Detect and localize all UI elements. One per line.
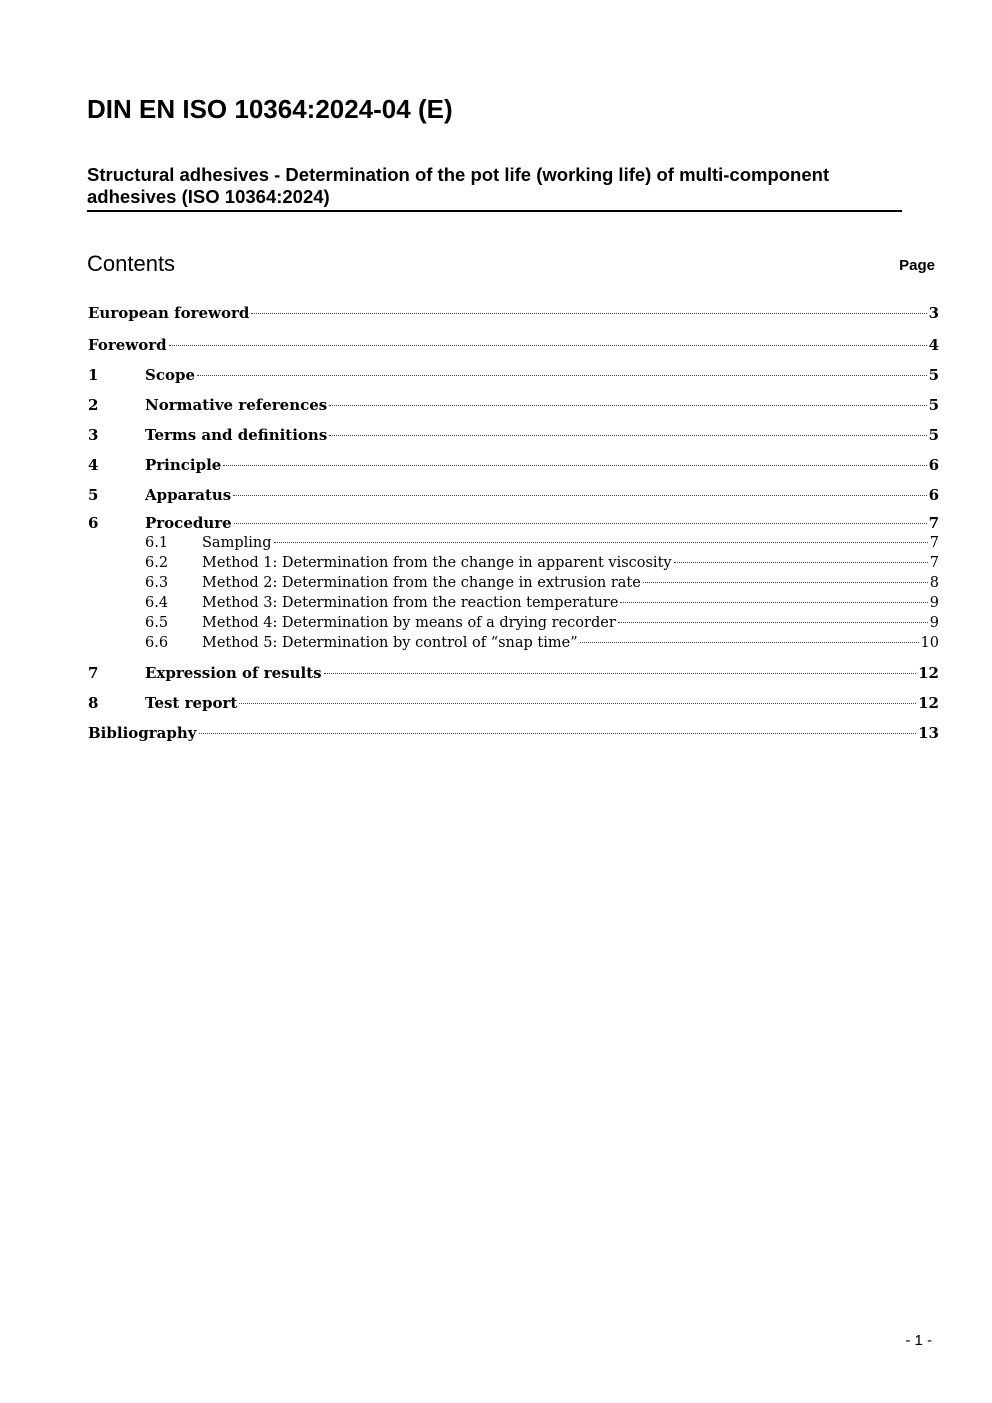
toc-entry-title: Expression of results [145, 664, 322, 682]
toc-entry-page: 9 [929, 595, 939, 611]
toc-entry-bibliography[interactable] [88, 721, 939, 751]
toc-entry-number: 6.1 [145, 535, 169, 551]
toc-entry-page: 5 [928, 426, 939, 444]
toc-entry-method-4[interactable] [88, 613, 939, 633]
toc-entry-page: 6 [928, 486, 939, 504]
toc-leader-dots [223, 465, 926, 466]
table-of-contents [88, 301, 939, 751]
toc-entry-title: Apparatus [145, 486, 232, 504]
toc-entry-number: 8 [88, 694, 99, 712]
toc-entry-method-3[interactable] [88, 593, 939, 613]
toc-entry-normative-references[interactable] [88, 393, 939, 423]
toc-entry-number: 5 [88, 486, 99, 504]
toc-entry-european-foreword[interactable] [88, 301, 939, 333]
toc-leader-dots [239, 703, 916, 704]
toc-entry-number: 6 [88, 514, 99, 532]
toc-entry-page: 12 [918, 694, 939, 712]
toc-entry-method-5[interactable] [88, 633, 939, 661]
toc-entry-title: Scope [145, 366, 196, 384]
toc-entry-page: 4 [928, 336, 939, 354]
toc-entry-number: 2 [88, 396, 99, 414]
toc-entry-page: 10 [920, 635, 939, 651]
toc-entry-title: Test report [145, 694, 238, 712]
toc-entry-page: 9 [929, 615, 939, 631]
toc-entry-title: Method 3: Determination from the reaction temperature [202, 595, 619, 611]
toc-leader-dots [234, 523, 927, 524]
toc-entry-page: 5 [928, 396, 939, 414]
toc-leader-dots [197, 375, 927, 376]
toc-entry-title: Bibliography [88, 724, 197, 742]
toc-entry-page: 7 [929, 535, 939, 551]
toc-leader-dots [618, 622, 928, 623]
toc-entry-title: Principle [145, 456, 222, 474]
toc-entry-number: 6.6 [145, 635, 169, 651]
toc-leader-dots [643, 582, 928, 583]
toc-leader-dots [329, 405, 926, 406]
toc-entry-page: 12 [918, 664, 939, 682]
toc-entry-number: 4 [88, 456, 99, 474]
toc-entry-title: Method 5: Determination by control of “snap time” [202, 635, 578, 651]
toc-entry-page: 5 [928, 366, 939, 384]
toc-entry-number: 6.2 [145, 555, 169, 571]
toc-entry-page: 6 [928, 456, 939, 474]
toc-entry-title: Method 1: Determination from the change in apparent viscosity [202, 555, 672, 571]
toc-entry-title: Procedure [145, 514, 232, 532]
toc-entry-expression-of-results[interactable] [88, 661, 939, 691]
toc-entry-number: 3 [88, 426, 99, 444]
page-column-heading: Page [899, 257, 935, 274]
toc-entry-title: Terms and definitions [145, 426, 328, 444]
toc-entry-scope[interactable] [88, 363, 939, 393]
toc-entry-number: 6.5 [145, 615, 169, 631]
toc-leader-dots [620, 602, 927, 603]
toc-entry-procedure[interactable] [88, 513, 939, 533]
footer-page-number: - 1 - [905, 1332, 932, 1349]
toc-entry-page: 8 [929, 575, 939, 591]
toc-entry-apparatus[interactable] [88, 483, 939, 513]
toc-leader-dots [169, 345, 927, 346]
toc-entry-page: 3 [928, 304, 939, 322]
toc-leader-dots [233, 495, 926, 496]
toc-entry-method-1[interactable] [88, 553, 939, 573]
toc-leader-dots [580, 642, 919, 643]
toc-entry-title: Normative references [145, 396, 328, 414]
toc-entry-test-report[interactable] [88, 691, 939, 721]
toc-entry-terms-and-definitions[interactable] [88, 423, 939, 453]
toc-entry-principle[interactable] [88, 453, 939, 483]
toc-leader-dots [329, 435, 926, 436]
toc-entry-title: Method 4: Determination by means of a drying recorder [202, 615, 616, 631]
toc-leader-dots [274, 542, 928, 543]
toc-entry-foreword[interactable] [88, 333, 939, 363]
contents-heading: Contents [87, 251, 176, 276]
toc-leader-dots [251, 313, 926, 314]
toc-entry-page: 13 [918, 724, 939, 742]
toc-entry-number: 6.4 [145, 595, 169, 611]
toc-entry-sampling[interactable] [88, 533, 939, 553]
toc-entry-page: 7 [928, 514, 939, 532]
toc-entry-title: European foreword [88, 304, 250, 322]
toc-entry-number: 1 [88, 366, 99, 384]
toc-entry-method-2[interactable] [88, 573, 939, 593]
toc-leader-dots [324, 673, 917, 674]
toc-entry-title: Sampling [202, 535, 272, 551]
toc-entry-title: Foreword [88, 336, 167, 354]
document-title: Structural adhesives - Determination of the pot life (working life) of multi-component adhesives (ISO 10364:2024) [87, 164, 902, 212]
toc-entry-number: 6.3 [145, 575, 169, 591]
toc-entry-page: 7 [929, 555, 939, 571]
toc-leader-dots [674, 562, 928, 563]
toc-leader-dots [199, 733, 917, 734]
toc-entry-number: 7 [88, 664, 99, 682]
document-id: DIN EN ISO 10364:2024-04 (E) [87, 94, 453, 124]
toc-entry-title: Method 2: Determination from the change in extrusion rate [202, 575, 641, 591]
